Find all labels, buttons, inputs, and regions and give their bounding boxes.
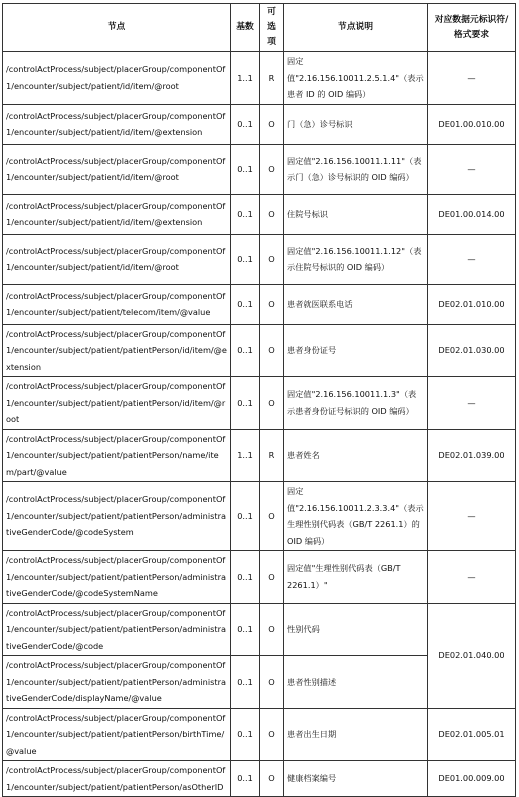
optional-cell: O: [260, 708, 284, 761]
optional-cell: O: [260, 194, 284, 234]
node-path: /controlActProcess/subject/placerGroup/componentOf1/encounter/subject/patient/id/item/@root: [3, 234, 231, 284]
description-cell: 固定值"2.16.156.10011.2.3.3.4"（表示生理性别代码表（GB/T 2261.1）的 OID 编码）: [284, 482, 428, 551]
node-path: /controlActProcess/subject/placerGroup/componentOf1/encounter/subject/patient/patientPerson/administrativeGenderCode/@code: [3, 603, 231, 656]
cardinality-cell: 0..1: [231, 194, 260, 234]
spec-table: [2, 3, 516, 797]
table-row: [3, 52, 516, 105]
description-cell: 健康档案编号: [284, 761, 428, 797]
header-cardinality: 基数: [231, 4, 260, 52]
table-row: [3, 144, 516, 194]
cardinality-cell: 0..1: [231, 284, 260, 324]
node-path: /controlActProcess/subject/placerGroup/componentOf1/encounter/subject/patient/patientPerson/asOtherID: [3, 761, 231, 797]
table-row: [3, 482, 516, 551]
node-path: /controlActProcess/subject/placerGroup/componentOf1/encounter/subject/patient/patientPerson/administrativeGenderCode/@codeSystem: [3, 482, 231, 551]
format-cell: DE02.01.010.00: [428, 284, 516, 324]
format-cell: DE01.00.010.00: [428, 104, 516, 144]
description-cell: 患者姓名: [284, 429, 428, 482]
description-cell: 固定值"2.16.156.10011.1.3"（表示患者身份证号标识的 OID 编码）: [284, 377, 428, 430]
optional-cell: O: [260, 377, 284, 430]
description-cell: 患者身份证号: [284, 324, 428, 377]
cardinality-cell: 0..1: [231, 377, 260, 430]
format-cell: DE01.00.014.00: [428, 194, 516, 234]
header-optional: 可选项: [260, 4, 284, 52]
node-path: /controlActProcess/subject/placerGroup/componentOf1/encounter/subject/patient/patientPerson/id/item/@extension: [3, 324, 231, 377]
cardinality-cell: 0..1: [231, 551, 260, 604]
format-cell: —: [428, 144, 516, 194]
cardinality-cell: 0..1: [231, 104, 260, 144]
cardinality-cell: 0..1: [231, 656, 260, 709]
cardinality-cell: 1..1: [231, 429, 260, 482]
cardinality-cell: 0..1: [231, 144, 260, 194]
cardinality-cell: 0..1: [231, 603, 260, 656]
format-cell: —: [428, 234, 516, 284]
node-path: /controlActProcess/subject/placerGroup/componentOf1/encounter/subject/patient/patientPerson/birthTime/@value: [3, 708, 231, 761]
optional-cell: O: [260, 234, 284, 284]
description-cell: 固定值"生理性别代码表（GB/T 2261.1）": [284, 551, 428, 604]
optional-cell: O: [260, 603, 284, 656]
optional-cell: O: [260, 551, 284, 604]
table-row: [3, 761, 516, 797]
description-cell: 住院号标识: [284, 194, 428, 234]
format-cell: DE02.01.040.00: [428, 603, 516, 708]
table-row: [3, 234, 516, 284]
table-header-row: [3, 4, 516, 52]
node-path: /controlActProcess/subject/placerGroup/componentOf1/encounter/subject/patient/id/item/@extension: [3, 194, 231, 234]
table-row: [3, 377, 516, 430]
cardinality-cell: 0..1: [231, 234, 260, 284]
format-cell: —: [428, 52, 516, 105]
cardinality-cell: 1..1: [231, 52, 260, 105]
optional-cell: R: [260, 429, 284, 482]
optional-cell: O: [260, 324, 284, 377]
table-row: [3, 551, 516, 604]
description-cell: 固定值"2.16.156.10011.1.11"（表示门（急）诊号标识的 OID 编码）: [284, 144, 428, 194]
header-format: 对应数据元标识符/格式要求: [428, 4, 516, 52]
optional-cell: O: [260, 761, 284, 797]
description-cell: 患者性别描述: [284, 656, 428, 709]
node-path: /controlActProcess/subject/placerGroup/componentOf1/encounter/subject/patient/id/item/@root: [3, 52, 231, 105]
description-cell: 患者就医联系电话: [284, 284, 428, 324]
table-row: [3, 284, 516, 324]
optional-cell: O: [260, 482, 284, 551]
table-row: [3, 194, 516, 234]
format-cell: DE01.00.009.00: [428, 761, 516, 797]
description-cell: 固定值"2.16.156.10011.2.5.1.4"（表示患者 ID 的 OID 编码）: [284, 52, 428, 105]
format-cell: —: [428, 482, 516, 551]
optional-cell: O: [260, 284, 284, 324]
optional-cell: R: [260, 52, 284, 105]
cardinality-cell: 0..1: [231, 761, 260, 797]
header-node: 节点: [3, 4, 231, 52]
description-cell: 固定值"2.16.156.10011.1.12"（表示住院号标识的 OID 编码）: [284, 234, 428, 284]
node-path: /controlActProcess/subject/placerGroup/componentOf1/encounter/subject/patient/id/item/@extension: [3, 104, 231, 144]
optional-cell: O: [260, 656, 284, 709]
description-cell: 性别代码: [284, 603, 428, 656]
cardinality-cell: 0..1: [231, 324, 260, 377]
optional-cell: O: [260, 144, 284, 194]
format-cell: —: [428, 377, 516, 430]
node-path: /controlActProcess/subject/placerGroup/componentOf1/encounter/subject/patient/telecom/item/@value: [3, 284, 231, 324]
format-cell: DE02.01.005.01: [428, 708, 516, 761]
description-cell: 患者出生日期: [284, 708, 428, 761]
node-path: /controlActProcess/subject/placerGroup/componentOf1/encounter/subject/patient/patientPerson/id/item/@root: [3, 377, 231, 430]
table-row: [3, 603, 516, 656]
format-cell: DE02.01.039.00: [428, 429, 516, 482]
table-row: [3, 429, 516, 482]
format-cell: DE02.01.030.00: [428, 324, 516, 377]
table-row: [3, 708, 516, 761]
table-row: [3, 104, 516, 144]
table-row: [3, 324, 516, 377]
node-path: /controlActProcess/subject/placerGroup/componentOf1/encounter/subject/patient/patientPerson/name/item/part/@value: [3, 429, 231, 482]
cardinality-cell: 0..1: [231, 482, 260, 551]
optional-cell: O: [260, 104, 284, 144]
cardinality-cell: 0..1: [231, 708, 260, 761]
header-description: 节点说明: [284, 4, 428, 52]
node-path: /controlActProcess/subject/placerGroup/componentOf1/encounter/subject/patient/patientPerson/administrativeGenderCode/displayName/@value: [3, 656, 231, 709]
format-cell: —: [428, 551, 516, 604]
node-path: /controlActProcess/subject/placerGroup/componentOf1/encounter/subject/patient/id/item/@root: [3, 144, 231, 194]
description-cell: 门（急）诊号标识: [284, 104, 428, 144]
node-path: /controlActProcess/subject/placerGroup/componentOf1/encounter/subject/patient/patientPerson/administrativeGenderCode/@codeSystemName: [3, 551, 231, 604]
